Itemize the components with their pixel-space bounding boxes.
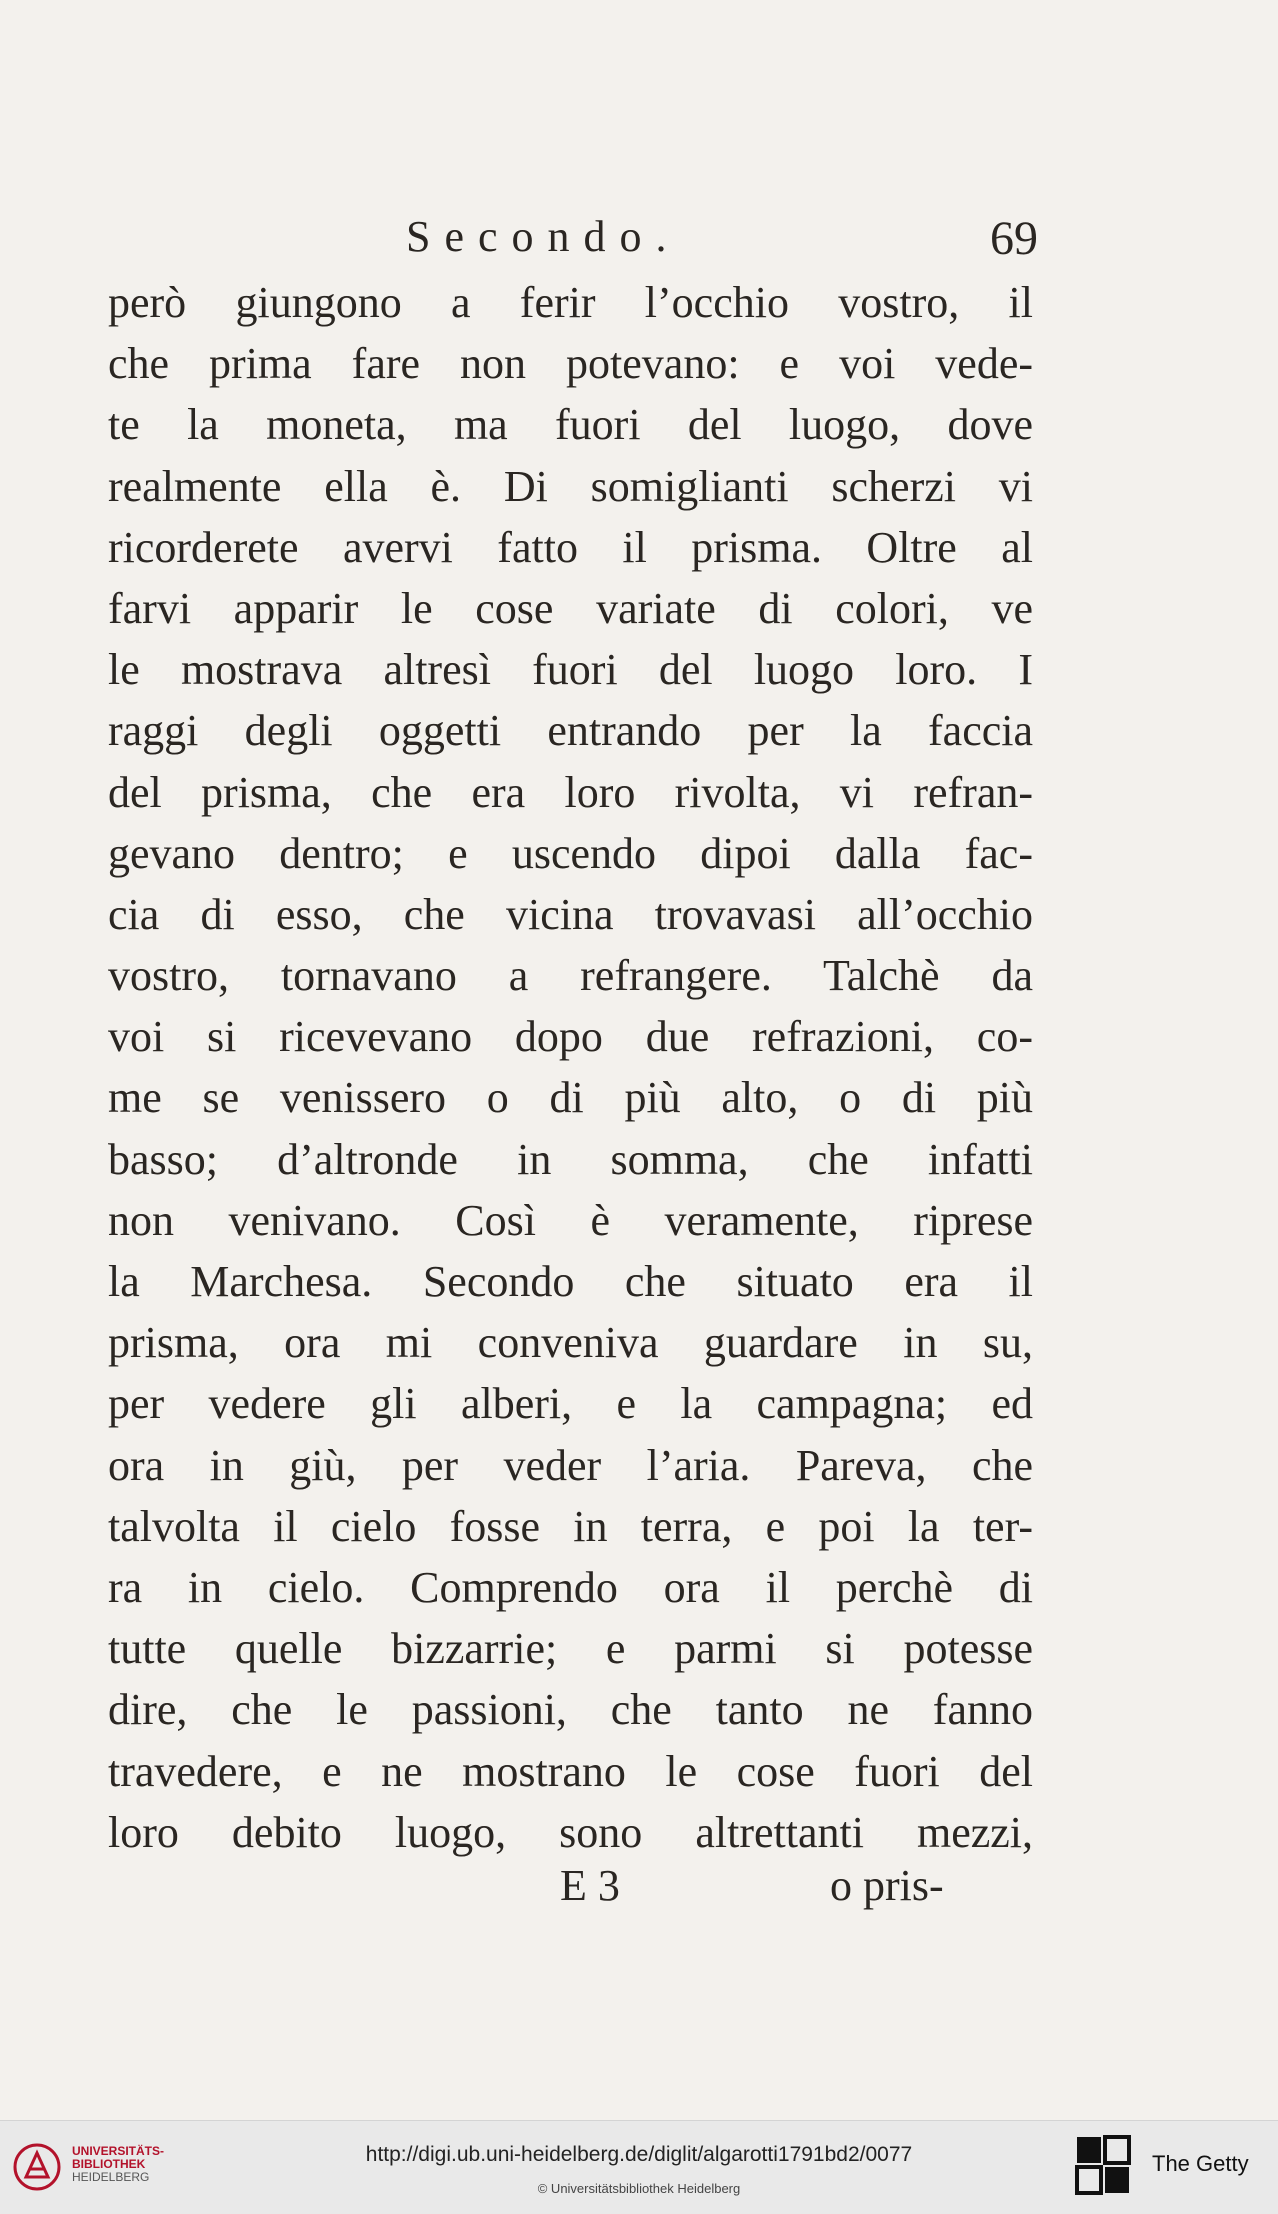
text-line: tutte quelle bizzarrie; e parmi si potesse: [108, 1624, 1033, 1674]
text-line: dire, che le passioni, che tanto ne fanno: [108, 1685, 1033, 1735]
page-header: [108, 205, 1038, 275]
text-line: ora in giù, per veder l’aria. Pareva, che: [108, 1440, 1033, 1490]
text-line: voi si ricevevano dopo due refrazioni, co-: [108, 1012, 1033, 1062]
partner-name: The Getty: [1152, 2151, 1249, 2176]
text-line: la Marchesa. Secondo che situato era il: [108, 1257, 1033, 1306]
text-line: però giungono a ferir l’occhio vostro, il: [108, 278, 1033, 327]
institution-line: BIBLIOTHEK: [72, 2157, 146, 2171]
text-line: cia di esso, che vicina trovavasi all’occhio: [108, 889, 1033, 939]
body-text: [108, 272, 1033, 1863]
permalink-url[interactable]: http://digi.ub.uni-heidelberg.de/diglit/algarotti1791bd2/0077: [365, 2143, 913, 2166]
catchword: o pris-: [830, 1861, 944, 1910]
text-line: del prisma, che era loro rivolta, vi refran-: [108, 767, 1033, 817]
text-line: loro debito luogo, sono altrettanti mezzi,: [108, 1807, 1033, 1857]
text-line: ra in cielo. Comprendo ora il perchè di: [108, 1562, 1033, 1612]
signature-mark: E 3: [560, 1861, 620, 1910]
institution-line: HEIDELBERG: [72, 2170, 150, 2184]
text-line: travedere, e ne mostrano le cose fuori del: [108, 1746, 1033, 1796]
text-line: basso; d’altronde in somma, che infatti: [108, 1134, 1033, 1184]
copyright-notice: © Universitätsbibliothek Heidelberg: [537, 2181, 741, 2196]
text-line: le mostrava altresì fuori del luogo loro. I: [108, 645, 1033, 695]
running-head: Secondo.: [406, 212, 681, 261]
text-line: me se venissero o di più alto, o di più: [108, 1073, 1033, 1123]
getty-logo-icon: [1075, 2135, 1131, 2195]
text-line: prisma, ora mi conveniva guardare in su,: [108, 1318, 1033, 1368]
text-line: per vedere gli alberi, e la campagna; ed: [108, 1379, 1033, 1429]
text-line: che prima fare non potevano: e voi vede-: [108, 339, 1033, 389]
text-line: gevano dentro; e uscendo dipoi dalla fac-: [108, 828, 1033, 878]
page-number: 69: [990, 212, 1038, 265]
text-line: farvi apparir le cose variate di colori, ve: [108, 583, 1033, 633]
text-line: realmente ella è. Di somiglianti scherzi vi: [108, 461, 1033, 511]
text-line: ricorderete avervi fatto il prisma. Oltre al: [108, 522, 1033, 572]
text-line: raggi degli oggetti entrando per la faccia: [108, 706, 1033, 756]
text-line: non venivano. Così è veramente, riprese: [108, 1195, 1033, 1245]
text-line: te la moneta, ma fuori del luogo, dove: [108, 400, 1033, 450]
viewer-footer-bar: [0, 2120, 1278, 2214]
page-footer: [0, 1860, 1278, 1930]
text-line: vostro, tornavano a refrangere. Talchè da: [108, 951, 1033, 1001]
institution-line: UNIVERSITÄTS-: [72, 2144, 165, 2158]
text-line: talvolta il cielo fosse in terra, e poi la ter-: [108, 1501, 1033, 1551]
